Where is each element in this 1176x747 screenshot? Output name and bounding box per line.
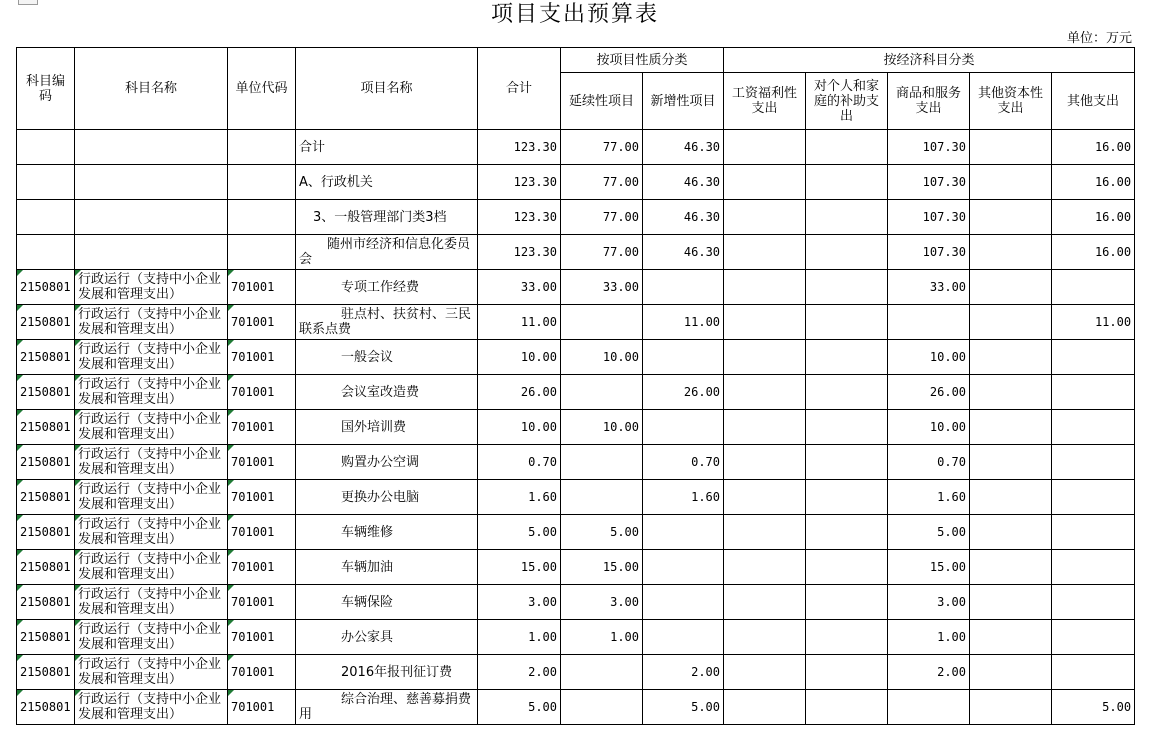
table-row [17,375,1135,410]
cell-total: 123.30 [478,165,561,200]
cell-other: 16.00 [1052,165,1135,200]
cell-other-capital [970,375,1052,410]
cell-total: 2.00 [478,655,561,690]
cell-unit-code: 701001 [228,445,296,480]
cell-other [1052,340,1135,375]
cell-continuing [561,690,643,725]
cell-other: 16.00 [1052,200,1135,235]
cell-project-name: 车辆保险 [296,585,478,620]
cell-salary-welfare [724,235,806,270]
cell-continuing [561,445,643,480]
cell-project-name: 综合治理、慈善募捐费用 [296,690,478,725]
cell-subject-name: 行政运行（支持中小企业发展和管理支出） [75,655,228,690]
header-family-subsidy: 对个人和家庭的补助支出 [806,73,888,130]
header-unit-code: 单位代码 [228,48,296,130]
cell-family-subsidy [806,410,888,445]
cell-project-name: 购置办公空调 [296,445,478,480]
table-row [17,165,1135,200]
cell-salary-welfare [724,130,806,165]
cell-unit-code: 701001 [228,340,296,375]
cell-new: 26.00 [643,375,724,410]
cell-project-name: 2016年报刊征订费 [296,655,478,690]
cell-other-capital [970,410,1052,445]
cell-subject-name: 行政运行（支持中小企业发展和管理支出） [75,515,228,550]
header-by-project-nature: 按项目性质分类 [561,48,724,73]
cell-new: 46.30 [643,235,724,270]
cell-other-capital [970,690,1052,725]
header-continuing: 延续性项目 [561,73,643,130]
cell-salary-welfare [724,515,806,550]
cell-family-subsidy [806,585,888,620]
unit-label: 单位：万元 [1066,31,1132,46]
cell-other-capital [970,515,1052,550]
cell-unit-code: 701001 [228,550,296,585]
cell-new [643,550,724,585]
cell-project-name: 车辆维修 [296,515,478,550]
cell-subject-code: 2150801 [17,340,75,375]
cell-family-subsidy [806,130,888,165]
cell-subject-code: 2150801 [17,690,75,725]
cell-subject-name: 行政运行（支持中小企业发展和管理支出） [75,550,228,585]
cell-salary-welfare [724,165,806,200]
cell-total: 123.30 [478,235,561,270]
cell-goods-services: 10.00 [888,410,970,445]
cell-project-name: 一般会议 [296,340,478,375]
cell-other [1052,445,1135,480]
table-row [17,480,1135,515]
table-row [17,515,1135,550]
cell-goods-services: 10.00 [888,340,970,375]
cell-subject-code: 2150801 [17,515,75,550]
cell-salary-welfare [724,305,806,340]
cell-subject-code [17,235,75,270]
cell-unit-code [228,200,296,235]
cell-unit-code: 701001 [228,515,296,550]
cell-continuing: 10.00 [561,410,643,445]
cell-other-capital [970,550,1052,585]
cell-salary-welfare [724,655,806,690]
header-other-capital: 其他资本性支出 [970,73,1052,130]
cell-new [643,585,724,620]
table-header [17,48,1135,130]
cell-other-capital [970,235,1052,270]
cell-salary-welfare [724,585,806,620]
cell-project-name: 3、一般管理部门类3档 [296,200,478,235]
cell-other-capital [970,305,1052,340]
cell-other [1052,550,1135,585]
cell-subject-name: 行政运行（支持中小企业发展和管理支出） [75,690,228,725]
cell-other: 11.00 [1052,305,1135,340]
table-row [17,690,1135,725]
cell-unit-code [228,235,296,270]
cell-subject-code: 2150801 [17,655,75,690]
cell-subject-name: 行政运行（支持中小企业发展和管理支出） [75,585,228,620]
cell-continuing [561,655,643,690]
header-total: 合计 [478,48,561,130]
header-subject-name: 科目名称 [75,48,228,130]
cell-subject-code: 2150801 [17,410,75,445]
cell-goods-services: 107.30 [888,235,970,270]
cell-subject-name: 行政运行（支持中小企业发展和管理支出） [75,445,228,480]
cell-other [1052,620,1135,655]
cell-new: 0.70 [643,445,724,480]
cell-subject-name: 行政运行（支持中小企业发展和管理支出） [75,270,228,305]
cell-project-name: 会议室改造费 [296,375,478,410]
header-by-economic-subject: 按经济科目分类 [724,48,1135,73]
cell-total: 5.00 [478,515,561,550]
cell-new: 1.60 [643,480,724,515]
cell-unit-code: 701001 [228,270,296,305]
table-row [17,620,1135,655]
table-row [17,200,1135,235]
cell-project-name: 办公家具 [296,620,478,655]
cell-continuing [561,480,643,515]
cell-total: 1.00 [478,620,561,655]
table-row [17,655,1135,690]
cell-unit-code: 701001 [228,305,296,340]
cell-goods-services: 1.60 [888,480,970,515]
cell-family-subsidy [806,340,888,375]
cell-total: 5.00 [478,690,561,725]
cell-subject-code: 2150801 [17,480,75,515]
cell-subject-code: 2150801 [17,445,75,480]
cell-other-capital [970,270,1052,305]
cell-family-subsidy [806,235,888,270]
cell-other-capital [970,585,1052,620]
cell-total: 3.00 [478,585,561,620]
cell-total: 1.60 [478,480,561,515]
cell-family-subsidy [806,480,888,515]
cell-new [643,515,724,550]
cell-new [643,410,724,445]
cell-other-capital [970,200,1052,235]
cell-new [643,270,724,305]
header-salary-welfare: 工资福利性支出 [724,73,806,130]
cell-salary-welfare [724,445,806,480]
cell-project-name: 驻点村、扶贫村、三民联系点费 [296,305,478,340]
cell-subject-code: 2150801 [17,550,75,585]
cell-salary-welfare [724,410,806,445]
cell-subject-name: 行政运行（支持中小企业发展和管理支出） [75,620,228,655]
cell-subject-name: 行政运行（支持中小企业发展和管理支出） [75,305,228,340]
cell-continuing [561,375,643,410]
cell-continuing: 77.00 [561,235,643,270]
cell-other-capital [970,655,1052,690]
table-row [17,340,1135,375]
cell-continuing [561,305,643,340]
cell-goods-services [888,305,970,340]
cell-other-capital [970,340,1052,375]
cell-project-name: 更换办公电脑 [296,480,478,515]
cell-salary-welfare [724,480,806,515]
cell-goods-services: 5.00 [888,515,970,550]
cell-goods-services [888,690,970,725]
cell-new: 46.30 [643,165,724,200]
project-expenditure-table [16,47,1135,725]
cell-family-subsidy [806,165,888,200]
cell-subject-code: 2150801 [17,305,75,340]
cell-other [1052,585,1135,620]
cell-other [1052,410,1135,445]
table-row [17,305,1135,340]
cell-family-subsidy [806,550,888,585]
cell-other-capital [970,165,1052,200]
cell-new: 11.00 [643,305,724,340]
cell-subject-name: 行政运行（支持中小企业发展和管理支出） [75,340,228,375]
cell-family-subsidy [806,515,888,550]
header-row-top [17,48,1135,73]
cell-other: 5.00 [1052,690,1135,725]
cell-family-subsidy [806,375,888,410]
cell-unit-code [228,130,296,165]
cell-subject-code: 2150801 [17,585,75,620]
cell-new [643,340,724,375]
cell-salary-welfare [724,375,806,410]
cell-other: 16.00 [1052,130,1135,165]
cell-subject-name: 行政运行（支持中小企业发展和管理支出） [75,480,228,515]
cell-family-subsidy [806,445,888,480]
cell-salary-welfare [724,550,806,585]
cell-project-name: 专项工作经费 [296,270,478,305]
cell-other: 16.00 [1052,235,1135,270]
cell-goods-services: 0.70 [888,445,970,480]
cell-total: 10.00 [478,410,561,445]
cell-subject-code [17,130,75,165]
cell-family-subsidy [806,690,888,725]
cell-continuing: 15.00 [561,550,643,585]
table-row [17,585,1135,620]
cell-unit-code [228,165,296,200]
table-row [17,410,1135,445]
cell-goods-services: 107.30 [888,130,970,165]
cell-project-name: 合计 [296,130,478,165]
cell-family-subsidy [806,270,888,305]
cell-other [1052,655,1135,690]
header-new: 新增性项目 [643,73,724,130]
cell-total: 123.30 [478,200,561,235]
cell-unit-code: 701001 [228,410,296,445]
table-row [17,550,1135,585]
header-goods-services: 商品和服务支出 [888,73,970,130]
cell-total: 10.00 [478,340,561,375]
cell-new: 46.30 [643,200,724,235]
cell-continuing: 77.00 [561,200,643,235]
header-subject-code: 科目编码 [17,48,75,130]
cell-subject-name [75,200,228,235]
cell-subject-name: 行政运行（支持中小企业发展和管理支出） [75,375,228,410]
table-row [17,235,1135,270]
cell-subject-name [75,165,228,200]
cell-new: 2.00 [643,655,724,690]
cell-other [1052,515,1135,550]
table-row [17,130,1135,165]
cell-new: 5.00 [643,690,724,725]
cell-unit-code: 701001 [228,690,296,725]
cell-other-capital [970,620,1052,655]
header-project-name: 项目名称 [296,48,478,130]
cell-other [1052,375,1135,410]
cell-subject-name [75,130,228,165]
cell-total: 0.70 [478,445,561,480]
cell-project-name: 国外培训费 [296,410,478,445]
cell-continuing: 33.00 [561,270,643,305]
cell-goods-services: 33.00 [888,270,970,305]
cell-goods-services: 107.30 [888,200,970,235]
cell-salary-welfare [724,690,806,725]
cell-family-subsidy [806,200,888,235]
cell-unit-code: 701001 [228,620,296,655]
cell-goods-services: 1.00 [888,620,970,655]
cell-new: 46.30 [643,130,724,165]
cell-salary-welfare [724,620,806,655]
header-other: 其他支出 [1052,73,1135,130]
cell-subject-code: 2150801 [17,620,75,655]
cell-family-subsidy [806,655,888,690]
cell-unit-code: 701001 [228,655,296,690]
cell-subject-name [75,235,228,270]
cell-total: 26.00 [478,375,561,410]
cell-total: 11.00 [478,305,561,340]
cell-total: 33.00 [478,270,561,305]
cell-goods-services: 107.30 [888,165,970,200]
cell-goods-services: 26.00 [888,375,970,410]
cell-subject-code: 2150801 [17,270,75,305]
cell-salary-welfare [724,270,806,305]
cell-project-name: 随州市经济和信息化委员会 [296,235,478,270]
cell-new [643,620,724,655]
cell-total: 15.00 [478,550,561,585]
table-body [17,130,1135,725]
cell-salary-welfare [724,340,806,375]
cell-total: 123.30 [478,130,561,165]
cell-family-subsidy [806,305,888,340]
cell-goods-services: 3.00 [888,585,970,620]
cell-continuing: 5.00 [561,515,643,550]
cell-family-subsidy [806,620,888,655]
cell-other [1052,480,1135,515]
cell-unit-code: 701001 [228,375,296,410]
cell-other-capital [970,445,1052,480]
cell-subject-code: 2150801 [17,375,75,410]
cell-subject-code [17,165,75,200]
cell-unit-code: 701001 [228,480,296,515]
cell-continuing: 77.00 [561,165,643,200]
cell-continuing: 77.00 [561,130,643,165]
cell-continuing: 3.00 [561,585,643,620]
table-row [17,445,1135,480]
cell-other [1052,270,1135,305]
cell-unit-code: 701001 [228,585,296,620]
cell-continuing: 1.00 [561,620,643,655]
cell-salary-welfare [724,200,806,235]
table-row [17,270,1135,305]
cell-subject-code [17,200,75,235]
page-title: 项目支出预算表 [490,2,659,27]
cell-other-capital [970,480,1052,515]
cell-project-name: A、行政机关 [296,165,478,200]
cell-continuing: 10.00 [561,340,643,375]
cell-other-capital [970,130,1052,165]
cell-goods-services: 15.00 [888,550,970,585]
cell-project-name: 车辆加油 [296,550,478,585]
cell-goods-services: 2.00 [888,655,970,690]
cell-subject-name: 行政运行（支持中小企业发展和管理支出） [75,410,228,445]
